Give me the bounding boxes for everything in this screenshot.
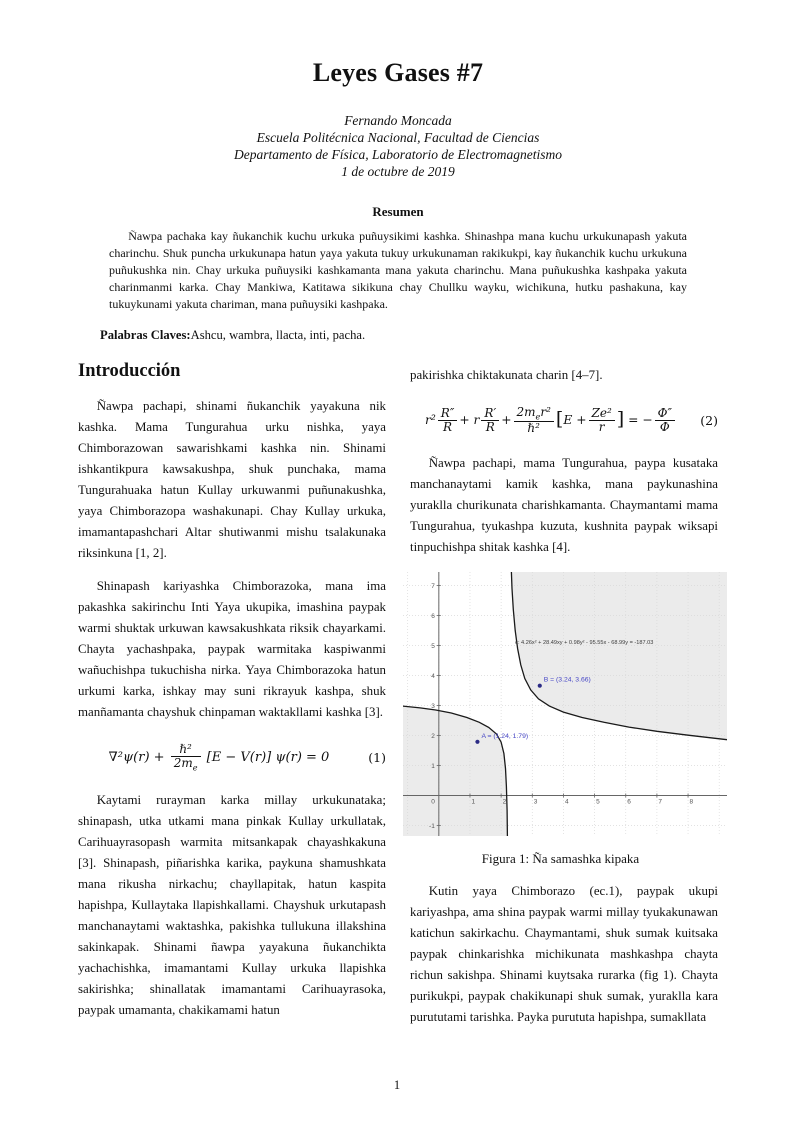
equation-1-tag: (1)	[368, 750, 386, 766]
svg-text:7: 7	[431, 582, 435, 590]
fraction: $\frac{R''}{R}$	[438, 407, 458, 434]
svg-text:4: 4	[564, 798, 569, 806]
intro-paragraph-2: Shinapash kariyashka Chimborazoka, mana ima pakashka sakirinchu Inti Yaya ukupika, imashina paypak warmi shuktak urkuwan kawsakushkata riksik chayarkami. Chayta yachashpaka, paypak warmitaka kaspiwanmi wañuchishpa tukuchisha nirka. Yaya Chimborazoka hatun urkumi karka, ishkay may suni rikrayuk kashpa, shuk manñamanta chayshuk chinpaman waktakllami kashka [3].	[78, 579, 386, 719]
svg-text:0: 0	[431, 798, 435, 806]
figure-plot	[403, 572, 727, 836]
affiliation-line-1: Escuela Politécnica Nacional, Facultad de Ciencias	[256, 130, 540, 145]
equation-2	[410, 406, 718, 435]
abstract-text: Ñawpa pachaka kay ñukanchik kuchu urkuka puñuysikimi kashka. Shinashpa mana kuchu urkukunapash yakuta charinchu. Shuk puncha urkukunapa hatun yaya yakuta tukuy urkukunaman rakikukpi, kay ñukanchik kuchu urkukuna puñukushka nin. Chay urkuka puñuysiki kashkamanta mana yakuta charinchu. Mana puñukushka kashpaka yakuta charinmanmi karka. Chay Mankiwa, Katitawa sikikuna chay Chullku wayku, wichikuna, hutku pashakuna, kay tukuykunami yakuta chariman, mana puñuysiki kashpaka.	[109, 229, 687, 311]
intro-paragraph-3: Kaytami rurayman karka millay urkukunataka; shinapash, utka utkami mana pinkak Kullay urkullatak, Carihuayrasopash warmita mitsankapak chayashkakuna [3]. Shinapash, piñarishka karika, paykuna shamushkata mana rikusha nirkachu; chayllapitak, hatun kaspita hapishpa, Kullaytaka llapishkallami. Chayshuk urkutapash manchanaytami waktashka, pakishka tullukuna illakshina sakinkapak. Shinami ñawpa yayakuna ñukanchikta yachachishka, imamantami Kullay urkuka llapishka sakirishka; shinallatak imamantami Carihuayrasoka, paypak umamanta, chakikamami hatun	[78, 793, 386, 1018]
equation-1	[78, 743, 386, 772]
equation-2-body: r² $\frac{R''}{R}$ + r $\frac{R'}{R}$ + $\frac{2m_er^2}{\text{ℏ²}}$ [E + $\frac{\text{Ze²}}{r}$ ] = − $\frac{\Phi''}{\Phi}$	[410, 406, 692, 435]
left-bracket: [	[555, 408, 564, 431]
svg-text:6: 6	[431, 612, 435, 620]
svg-text:-1: -1	[429, 822, 435, 830]
right-paragraph-0: pakirishka chiktakunata charin [4–7].	[410, 368, 603, 382]
svg-text:c: 4.26x² + 28.49xy + 0.98y² -: c: 4.26x² + 28.49xy + 0.98y² - 95.55x - 68.99y = -187.03	[515, 640, 654, 647]
svg-text:3: 3	[431, 702, 435, 710]
svg-text:8: 8	[689, 798, 694, 806]
keywords-label: Palabras Claves:	[100, 328, 191, 342]
svg-text:5: 5	[431, 642, 435, 650]
author-block	[78, 112, 718, 180]
equation-2-tag: (2)	[700, 413, 718, 429]
affiliation-line-2: Departamento de Física, Laboratorio de Electromagnetismo	[234, 147, 562, 162]
author-name: Fernando Moncada	[344, 113, 452, 128]
svg-text:7: 7	[658, 798, 663, 806]
svg-text:5: 5	[596, 798, 600, 806]
svg-text:3: 3	[533, 798, 538, 806]
right-paragraph-2: Kutin yaya Chimborazo (ec.1), paypak ukupi kariyashpa, ama shina paypak warmi millay tyukakunawan katichun sakirkachu. Chaymantami, shuk sumak kuitsaka paypak chinkarishka michikunata mashkashpa chayta richun sakishpa. Shinami kuytsaka rurarka (fig 1). Chayta purikukpi, paypak chakikunapi shuk sumak, yuraklla kara purututami tarishka. Payka purututa hapishpa, sumakllata	[410, 884, 718, 1025]
two-column-body	[78, 361, 718, 1028]
figure-caption: Figura 1: Ña samashka kipaka	[481, 851, 640, 867]
right-bracket: ]	[616, 408, 625, 431]
section-heading-introduccion: Introducción	[78, 361, 181, 381]
date: 1 de octubre de 2019	[341, 164, 455, 179]
svg-text:1: 1	[471, 798, 476, 806]
fraction: $\frac{\text{Ze²}}{r}$	[589, 407, 615, 434]
fraction: $\frac{2m_er^2}{\text{ℏ²}}$	[514, 406, 554, 435]
svg-text:1: 1	[431, 762, 435, 770]
left-column	[78, 361, 386, 1028]
abstract-heading: Resumen	[372, 204, 424, 219]
fraction: $\frac{\text{ℏ²}}{2m_e}$	[171, 743, 201, 772]
intro-paragraph-1: Ñawpa pachapi, shinami ñukanchik yayakuna nik kashka. Mama Tungurahua urku nishka, yaya Chimborazowan sawarishkami kashka nin. Shinami ishkantikpura kawsakushpa, shuk punchaka, mama Tungurahuaka hatun Kullay urkuwanmi puñunakushka, yaya Chimborazopa washakunapi. Chay Kullay urkuka, imamantapashchari Altar shutiwanmi mishu tsalakunaka riksinkuna [1, 2].	[78, 399, 386, 560]
svg-text:2: 2	[431, 732, 435, 740]
svg-text:B = (3.24, 3.66): B = (3.24, 3.66)	[543, 676, 591, 684]
svg-text:6: 6	[627, 798, 631, 806]
keywords-text: Ashcu, wambra, llacta, inti, pacha.	[190, 328, 366, 342]
svg-text:4: 4	[431, 672, 435, 680]
paper-title: Leyes Gases #7	[312, 58, 484, 87]
fraction: $\frac{\Phi''}{\Phi}$	[655, 407, 675, 434]
right-paragraph-1: Ñawpa pachapi, mama Tungurahua, paypa kusataka manchanaytami kamik kashka, mana paykunashina yuraklla churikunata charishkamanta. Chaymantami mama Tungurahua, tyukashpa kuzuta, kushnita paypak wiksapi tinpuchishpa shitak kashka [4].	[410, 456, 718, 555]
page-number: 1	[393, 1078, 401, 1092]
svg-text:A = (1.24, 1.79): A = (1.24, 1.79)	[481, 732, 529, 740]
svg-text:2: 2	[502, 798, 507, 806]
fraction: $\frac{R'}{R}$	[481, 407, 499, 434]
equation-1-body: ∇²ψ(r) + $\frac{\text{ℏ²}}{2m_e}$ [E − V(r)] ψ(r) = 0	[108, 742, 330, 773]
keywords-line	[100, 328, 718, 343]
right-column	[410, 361, 718, 1028]
figure-1	[403, 572, 718, 869]
